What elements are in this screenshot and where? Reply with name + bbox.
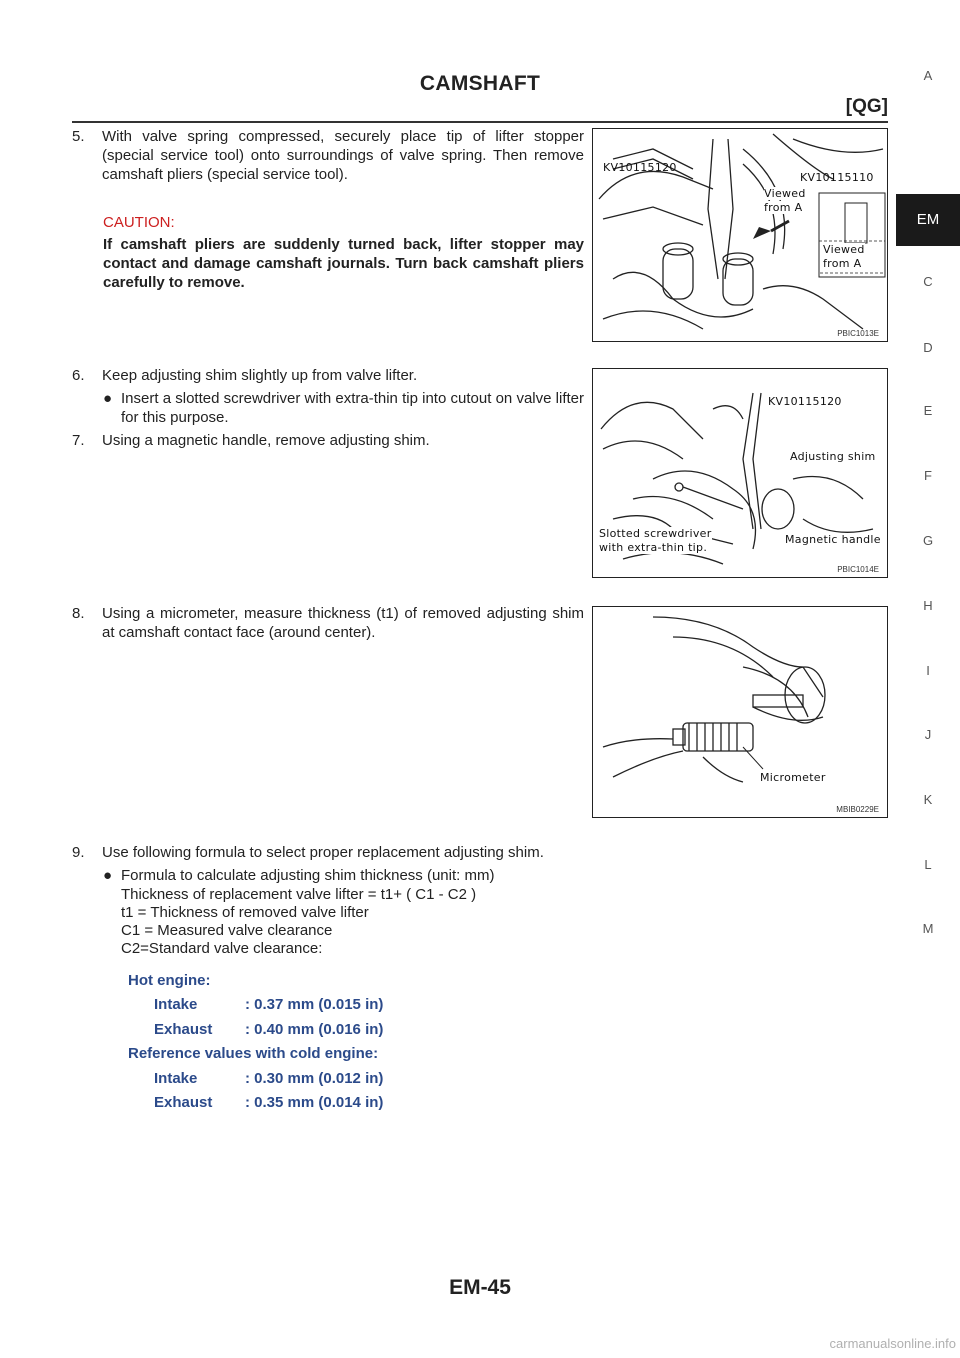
step-text: With valve spring compressed, securely place tip of lifter stopper (special service tool) onto surroundings of valve spring. Then remove camshaft pliers (special service tool). [102,128,584,183]
figure-code: PBIC1014E [837,565,879,574]
formula-line: t1 = Thickness of removed valve lifter [121,904,369,921]
formula-line: Thickness of replacement valve lifter = t1+ ( C1 - C2 ) [121,886,477,903]
section-code: [QG] [845,96,888,117]
figure-lifter-stopper [592,128,888,342]
figure-label: from A [764,201,803,214]
spec-value: : 0.35 mm (0.014 in) [245,1094,384,1111]
spec-name: Exhaust [154,1094,213,1111]
index-tab[interactable]: F [924,468,932,483]
index-tab[interactable]: G [922,533,934,548]
index-tab[interactable]: C [923,274,933,289]
step-5 [72,127,584,184]
page-number: EM-45 [449,1276,511,1299]
micrometer-illustration [593,607,887,817]
figure-label: Viewed [764,187,806,200]
figure-label: KV10115120 [768,395,842,408]
step-number: 8. [72,605,85,622]
caution-text: If camshaft pliers are suddenly turned back, lifter stopper may contact and damage camshaft journals. Turn back camshaft pliers carefully to remove. [103,236,584,291]
step-number: 6. [72,367,85,384]
step-text: Using a micrometer, measure thickness (t1) of removed adjusting shim at camshaft contact face (around center). [102,605,584,641]
figure-adjusting-shim [592,368,888,578]
watermark: carmanualsonline.info [829,1336,956,1351]
step-number: 5. [72,128,85,145]
step-6-bullet [103,389,584,427]
index-tab[interactable]: D [923,340,933,355]
figure-label: Slotted screwdriver [599,527,712,540]
spec-hot-label: Hot engine: [128,972,211,989]
figure-label: Adjusting shim [790,450,876,463]
spec-name: Intake [154,1070,198,1087]
figure-label: KV10115110 [800,171,874,184]
figure-label: Magnetic handle [785,533,881,546]
figure-label: Viewed [823,243,865,256]
figure-label: Micrometer [760,771,826,784]
step-text: Using a magnetic handle, remove adjusting shim. [102,432,430,449]
index-tab[interactable]: H [923,598,933,613]
step-9 [72,843,632,862]
figure-code: MBIB0229E [836,805,879,814]
index-tab[interactable]: J [924,727,932,742]
bullet-text: Formula to calculate adjusting shim thickness (unit: mm) [121,867,495,884]
page-title: CAMSHAFT [419,72,541,95]
index-tab[interactable]: E [923,403,933,418]
index-tab[interactable]: K [923,792,933,807]
figure-label: with extra-thin tip. [599,541,708,554]
figure-label: KV10115120 [603,161,677,174]
bullet-icon: ● [103,390,113,407]
figure-code: PBIC1013E [837,329,879,338]
bullet-icon: ● [103,867,113,884]
step-8 [72,604,584,642]
figure-label: from A [823,257,862,270]
figure-micrometer [592,606,888,818]
step-number: 7. [72,432,85,449]
index-tab[interactable]: A [923,68,933,83]
spec-value: : 0.37 mm (0.015 in) [245,996,384,1013]
spec-name: Intake [154,996,198,1013]
spec-cold-label: Reference values with cold engine: [128,1045,379,1062]
step-7 [72,431,584,450]
caution-label: CAUTION: [103,214,175,231]
step-6 [72,366,584,385]
step-text: Keep adjusting shim slightly up from valve lifter. [102,367,418,384]
bullet-text: Insert a slotted screwdriver with extra-thin tip into cutout on valve lifter for this purpose. [121,390,584,426]
index-tab-active[interactable]: EM [896,194,960,246]
header-rule [72,121,888,123]
spec-value: : 0.40 mm (0.016 in) [245,1021,384,1038]
formula-line: C2=Standard valve clearance: [121,940,323,957]
step-number: 9. [72,844,85,861]
spec-value: : 0.30 mm (0.012 in) [245,1070,384,1087]
step-text: Use following formula to select proper replacement adjusting shim. [102,844,544,861]
step-9-bullet [103,866,584,885]
index-tab[interactable]: M [922,921,934,936]
index-tab[interactable]: L [924,857,932,872]
spec-name: Exhaust [154,1021,213,1038]
formula-line: C1 = Measured valve clearance [121,922,333,939]
index-tab[interactable]: I [926,663,930,678]
